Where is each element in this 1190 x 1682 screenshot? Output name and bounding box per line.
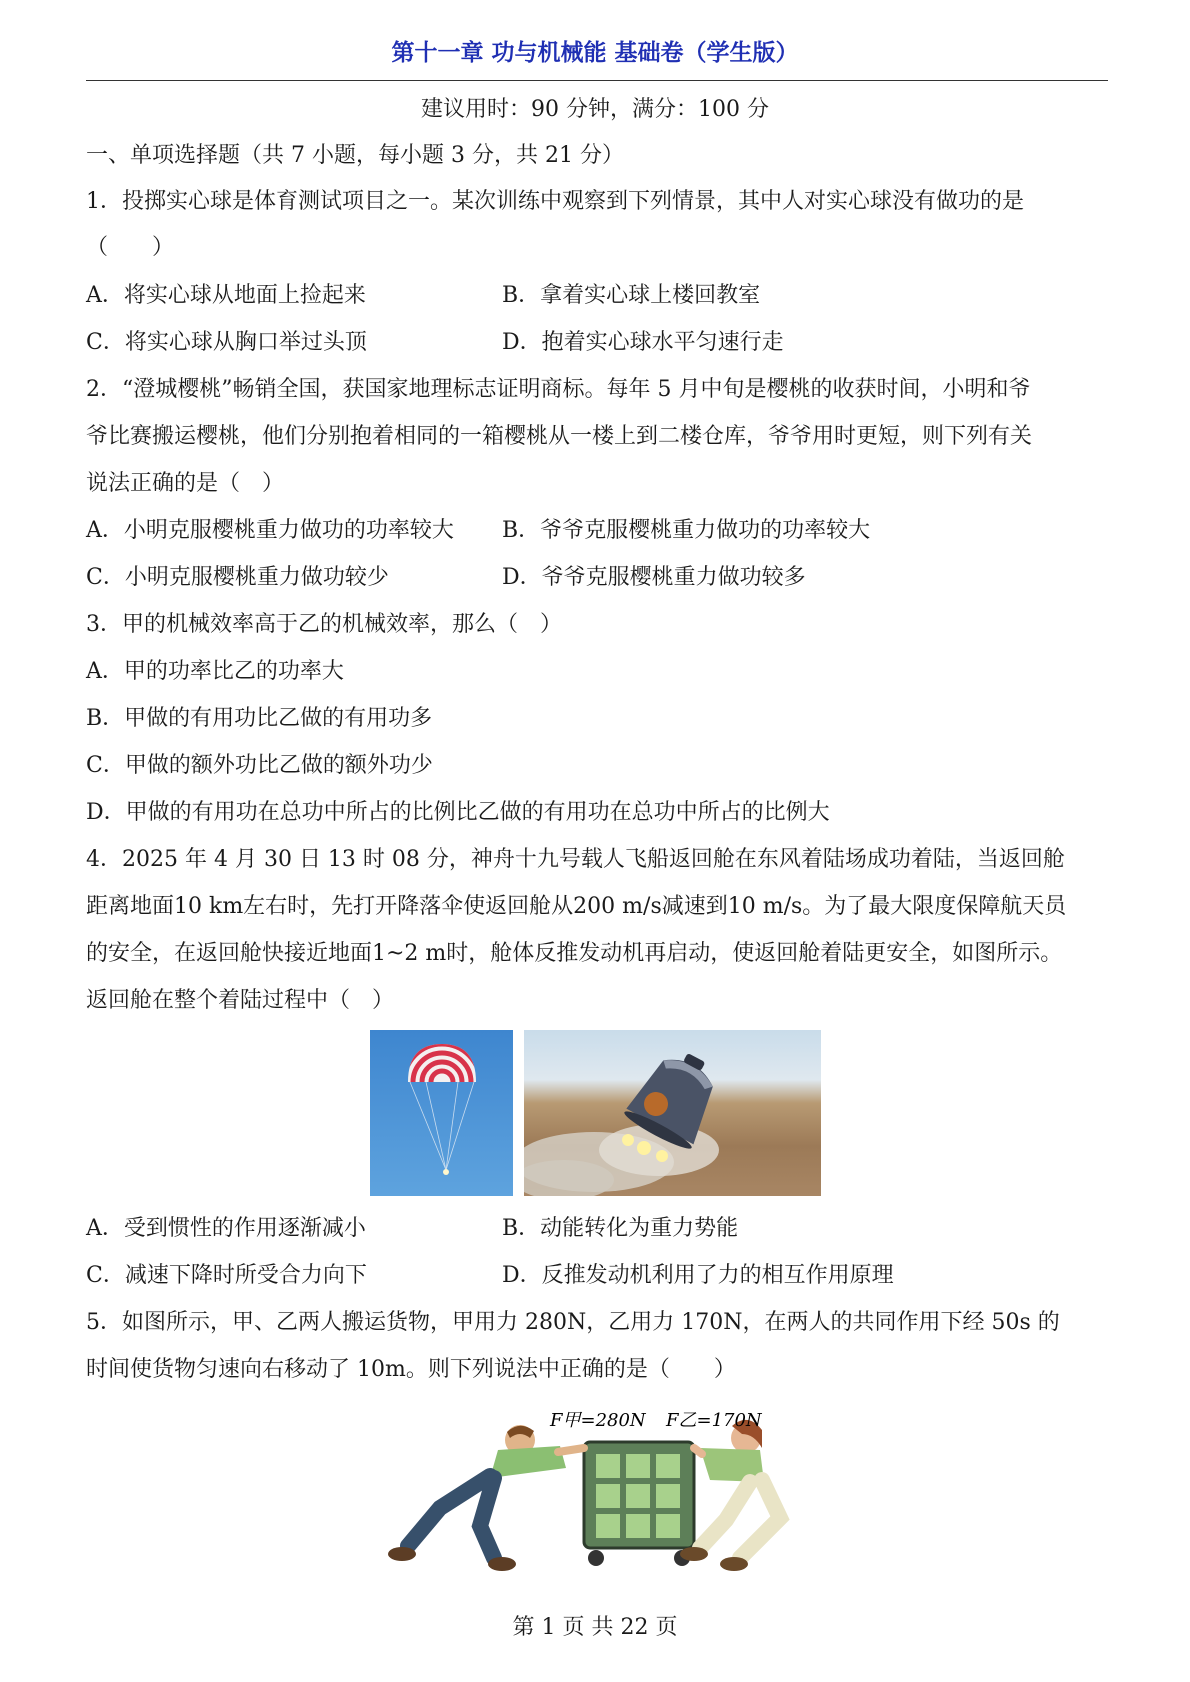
q1-option-b: B．拿着实心球上楼回教室 [502, 283, 761, 308]
force-label-jia: F甲=280N [550, 1410, 646, 1431]
q3-stem: 3．甲的机械效率高于乙的机械效率，那么（ ） [86, 612, 562, 637]
q5-stem: 5．如图所示，甲、乙两人搬运货物，甲用力 280N，乙用力 170N，在两人的共同作用下经 50s 的 [86, 1310, 1060, 1335]
q2-stem-2: 爷比赛搬运樱桃，他们分别抱着相同的一箱樱桃从一楼上到二楼仓库，爷爷用时更短，则下列有关 [86, 424, 1033, 449]
q2-stem-3: 说法正确的是（ ） [86, 471, 285, 496]
force-label-yi: F乙=170N [666, 1410, 762, 1431]
q4-stem: 4．2025 年 4 月 30 日 13 时 08 分，神舟十九号载人飞船返回舱在东风着陆场成功着陆，当返回舱 [86, 847, 1065, 872]
pushing-cart-illustration [370, 1398, 830, 1588]
q4-option-c: C．减速下降时所受合力向下 [86, 1263, 367, 1288]
q4-option-a: A．受到惯性的作用逐渐减小 [86, 1216, 366, 1241]
q3-option-d: D．甲做的有用功在总功中所占的比例比乙做的有用功在总功中所占的比例大 [86, 800, 830, 825]
q2-option-d: D．爷爷克服樱桃重力做功较多 [502, 565, 806, 590]
page-number: 第 1 页 共 22 页 [512, 1615, 678, 1640]
q4-stem-4: 返回舱在整个着陆过程中（ ） [86, 988, 395, 1013]
q4-stem-3: 的安全，在返回舱快接近地面1~2 m时，舱体反推发动机再启动，使返回舱着陆更安全，如图所示。 [86, 941, 1063, 966]
q1-stem-2: （ ） [86, 235, 175, 260]
q5-stem-2: 时间使货物匀速向右移动了 10m。则下列说法中正确的是（ ） [86, 1357, 736, 1382]
q2-option-b: B．爷爷克服樱桃重力做功的功率较大 [502, 518, 871, 543]
q1-stem: 1．投掷实心球是体育测试项目之一。某次训练中观察到下列情景，其中人对实心球没有做功的是 [86, 189, 1025, 214]
parachute-photo [370, 1030, 513, 1196]
q1-option-c: C．将实心球从胸口举过头顶 [86, 330, 367, 355]
q3-option-b: B．甲做的有用功比乙做的有用功多 [86, 706, 433, 731]
q2-option-a: A．小明克服樱桃重力做功的功率较大 [86, 518, 454, 543]
q4-stem-2: 距离地面10 km左右时，先打开降落伞使返回舱从200 m/s减速到10 m/s。为了最大限度保障航天员 [86, 894, 1067, 919]
capsule-landing-photo [524, 1030, 821, 1196]
page-title: 第十一章 功与机械能 基础卷（学生版） [391, 40, 799, 66]
q3-option-a: A．甲的功率比乙的功率大 [86, 659, 344, 684]
header-rule [86, 80, 1108, 81]
q4-option-d: D．反推发动机利用了力的相互作用原理 [502, 1263, 894, 1288]
q2-option-c: C．小明克服樱桃重力做功较少 [86, 565, 389, 590]
q4-option-b: B．动能转化为重力势能 [502, 1216, 739, 1241]
q1-option-a: A．将实心球从地面上捡起来 [86, 283, 366, 308]
q2-stem: 2．“澄城樱桃”畅销全国，获国家地理标志证明商标。每年 5 月中旬是樱桃的收获时间，小明和爷 [86, 377, 1031, 402]
time-info: 建议用时：90 分钟，满分：100 分 [421, 97, 769, 122]
section-heading: 一、单项选择题（共 7 小题，每小题 3 分，共 21 分） [86, 143, 624, 168]
q3-option-c: C．甲做的额外功比乙做的额外功少 [86, 753, 433, 778]
q1-option-d: D．抱着实心球水平匀速行走 [502, 330, 784, 355]
